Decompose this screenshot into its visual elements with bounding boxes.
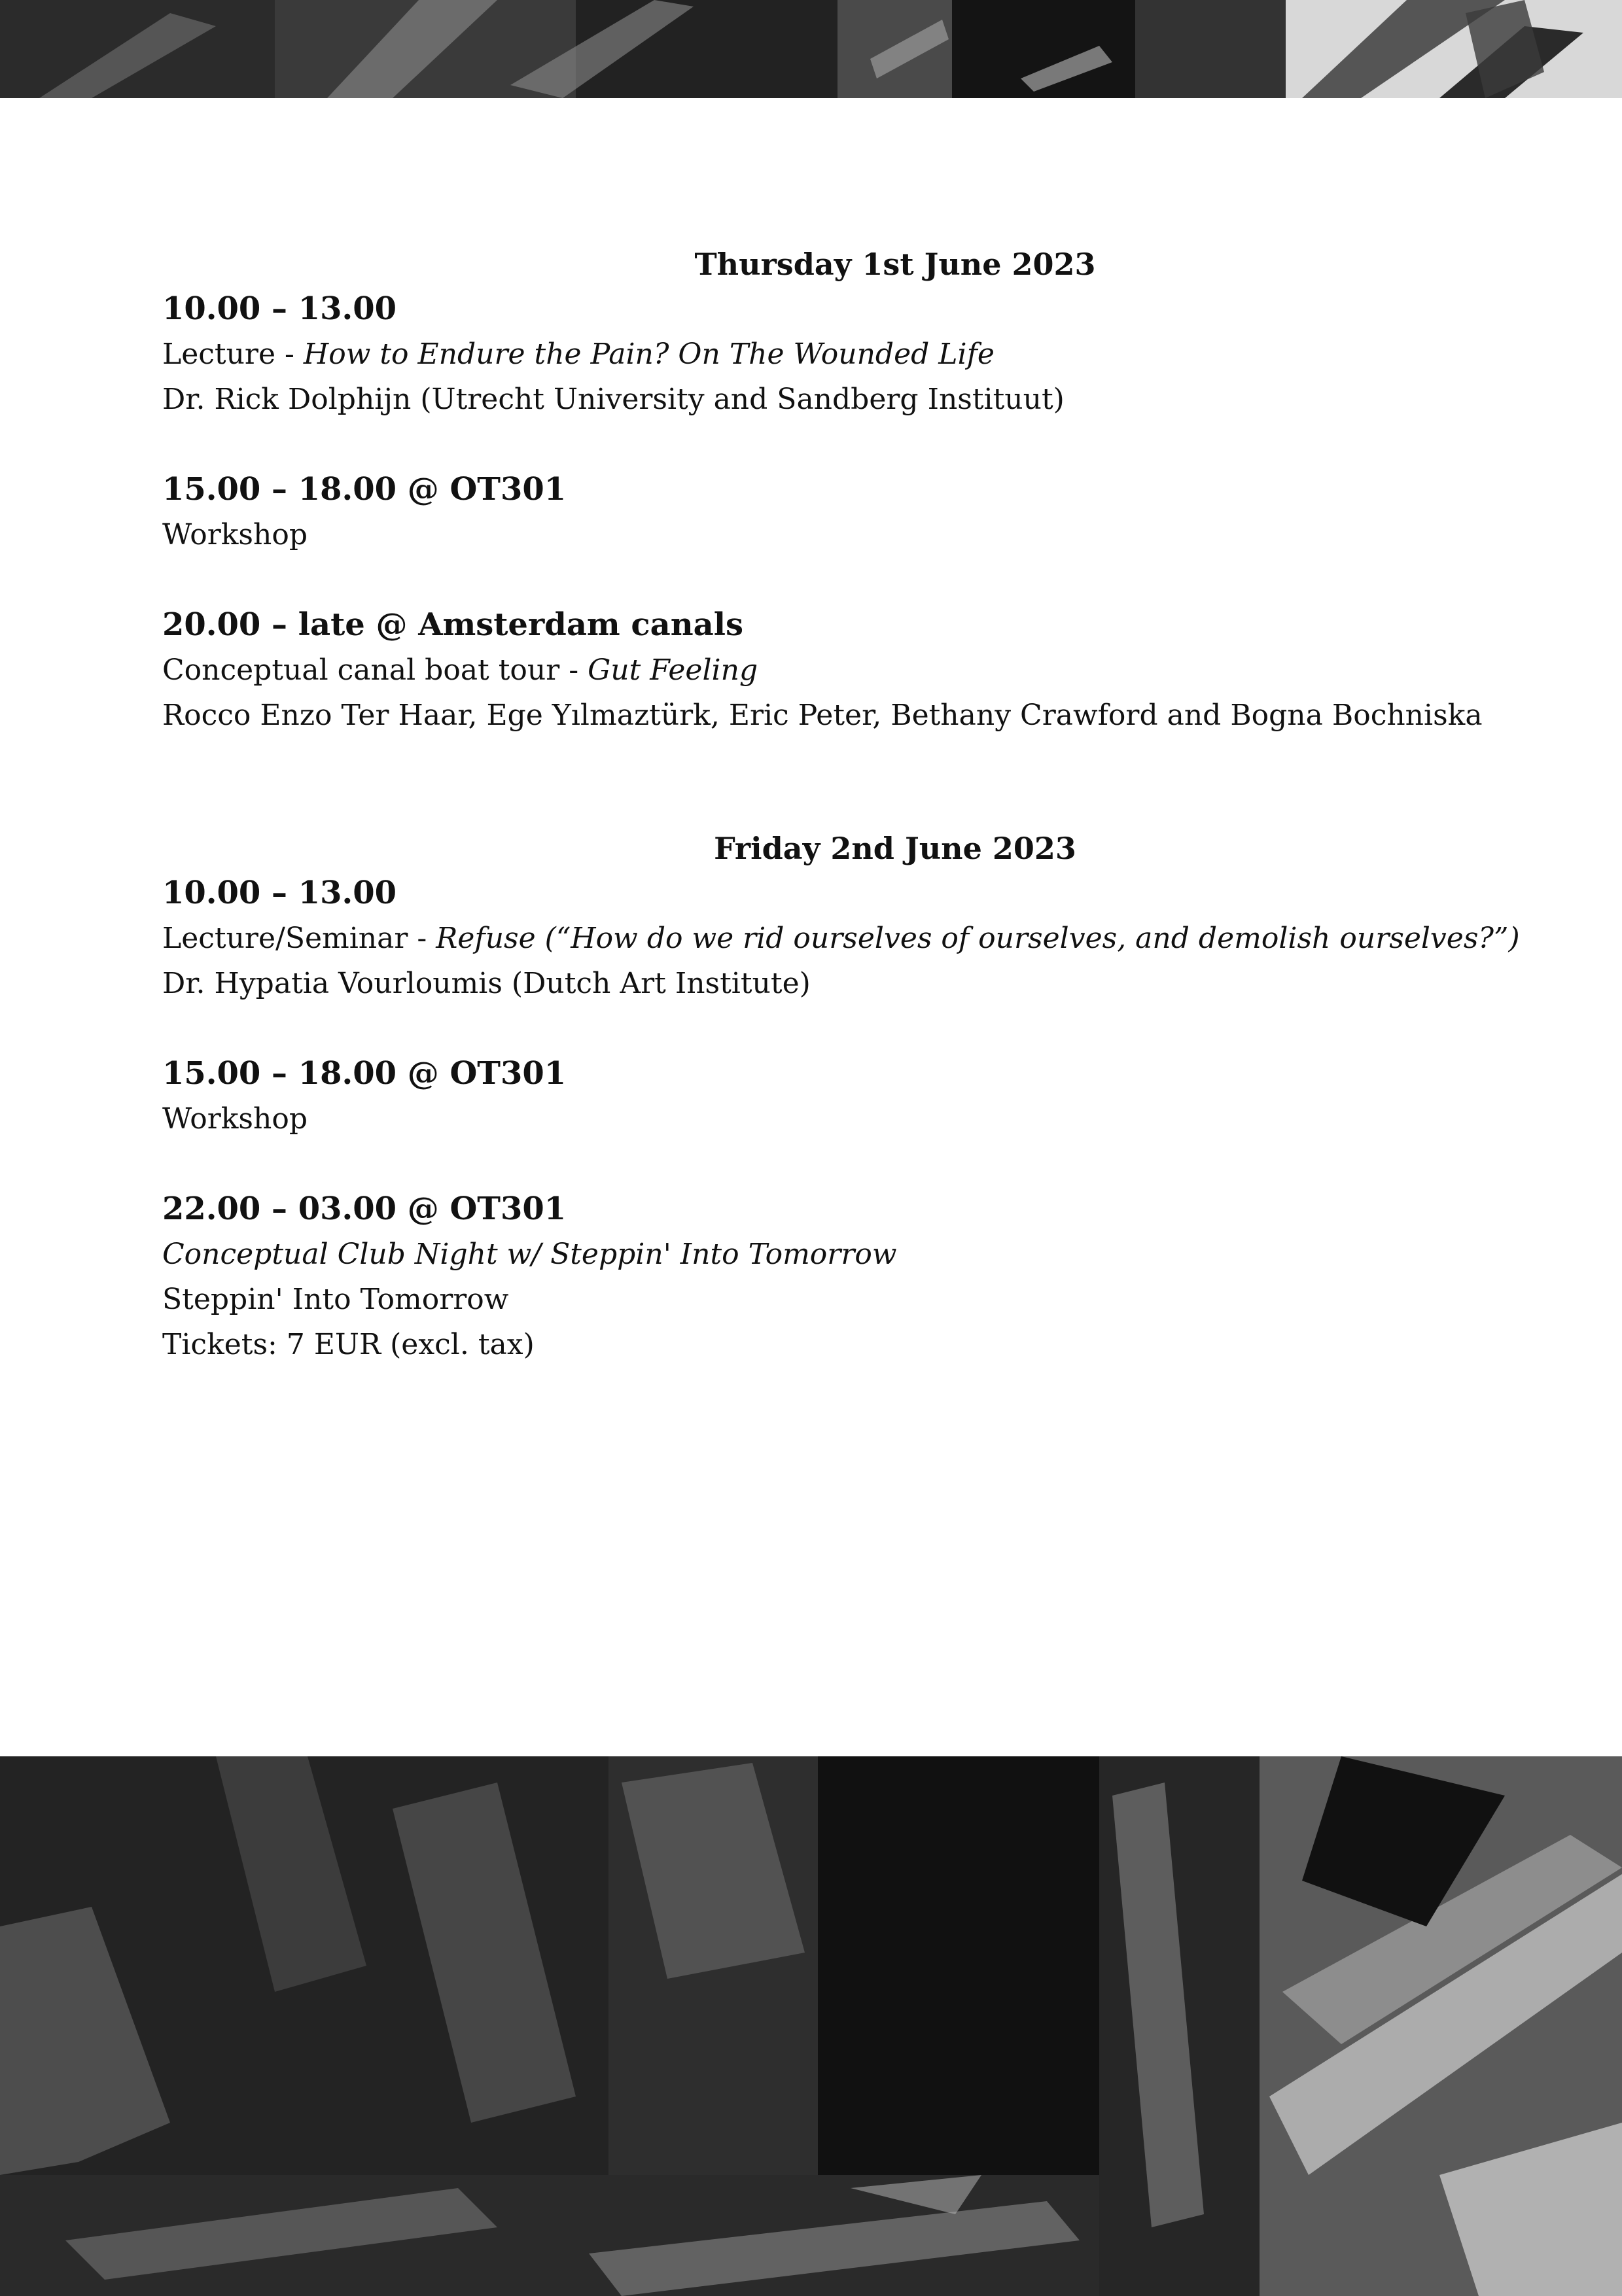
event-time: 22.00 – 03.00 @ OT301 — [162, 1191, 567, 1227]
event-title-italic: Refuse (“How do we rid ourselves of ourselves, and demolish ourselves?”) — [436, 922, 1520, 955]
event-item — [162, 602, 1483, 738]
event-speakers: Steppin' Into Tomorrow — [162, 1283, 509, 1316]
event-item — [162, 467, 1471, 557]
bottom-texture-banner — [0, 1756, 1622, 2296]
event-time: 20.00 – late @ Amsterdam canals — [162, 606, 743, 643]
day-heading: Friday 2nd June 2023 — [714, 831, 1076, 866]
day-section — [162, 826, 1520, 1367]
event-time: 15.00 – 18.00 @ OT301 — [162, 1055, 567, 1092]
event-item — [162, 871, 1520, 1006]
day-heading: Thursday 1st June 2023 — [694, 247, 1096, 282]
event-time: 10.00 – 13.00 — [162, 290, 397, 327]
event-title — [162, 512, 1471, 557]
event-title — [162, 648, 1471, 693]
ticket-info: Tickets: 7 EUR (excl. tax) — [162, 1328, 535, 1361]
event-speakers: Dr. Hypatia Vourloumis (Dutch Art Institute) — [162, 967, 811, 1000]
event-type: Workshop — [162, 518, 308, 551]
top-texture-banner — [0, 0, 1622, 98]
event-title — [162, 1096, 1471, 1141]
event-type: Lecture - — [162, 338, 304, 371]
event-item — [162, 287, 1471, 422]
event-title — [162, 916, 1520, 961]
event-type: Lecture/Seminar - — [162, 922, 436, 955]
ink-brush-texture — [0, 0, 1622, 98]
event-title-italic: Gut Feeling — [588, 653, 758, 687]
schedule — [162, 242, 1520, 1367]
event-item — [162, 1051, 1471, 1141]
event-type: Workshop — [162, 1102, 308, 1136]
event-item — [162, 1187, 1471, 1367]
event-title — [162, 332, 1471, 377]
event-type: Conceptual canal boat tour - — [162, 653, 588, 687]
event-title-italic: Conceptual Club Night w/ Steppin' Into Tomorrow — [162, 1238, 897, 1271]
event-speakers: Dr. Rick Dolphijn (Utrecht University and Sandberg Instituut) — [162, 383, 1065, 416]
event-time: 15.00 – 18.00 @ OT301 — [162, 471, 567, 508]
event-title-italic: How to Endure the Pain? On The Wounded Life — [303, 338, 995, 371]
event-speakers: Rocco Enzo Ter Haar, Ege Yılmaztürk, Eric Peter, Bethany Crawford and Bogna Bochniska — [162, 699, 1483, 732]
event-time: 10.00 – 13.00 — [162, 875, 397, 911]
section-spacer — [162, 738, 1471, 826]
day-section — [162, 242, 1483, 738]
ink-brush-texture — [0, 1756, 1622, 2296]
